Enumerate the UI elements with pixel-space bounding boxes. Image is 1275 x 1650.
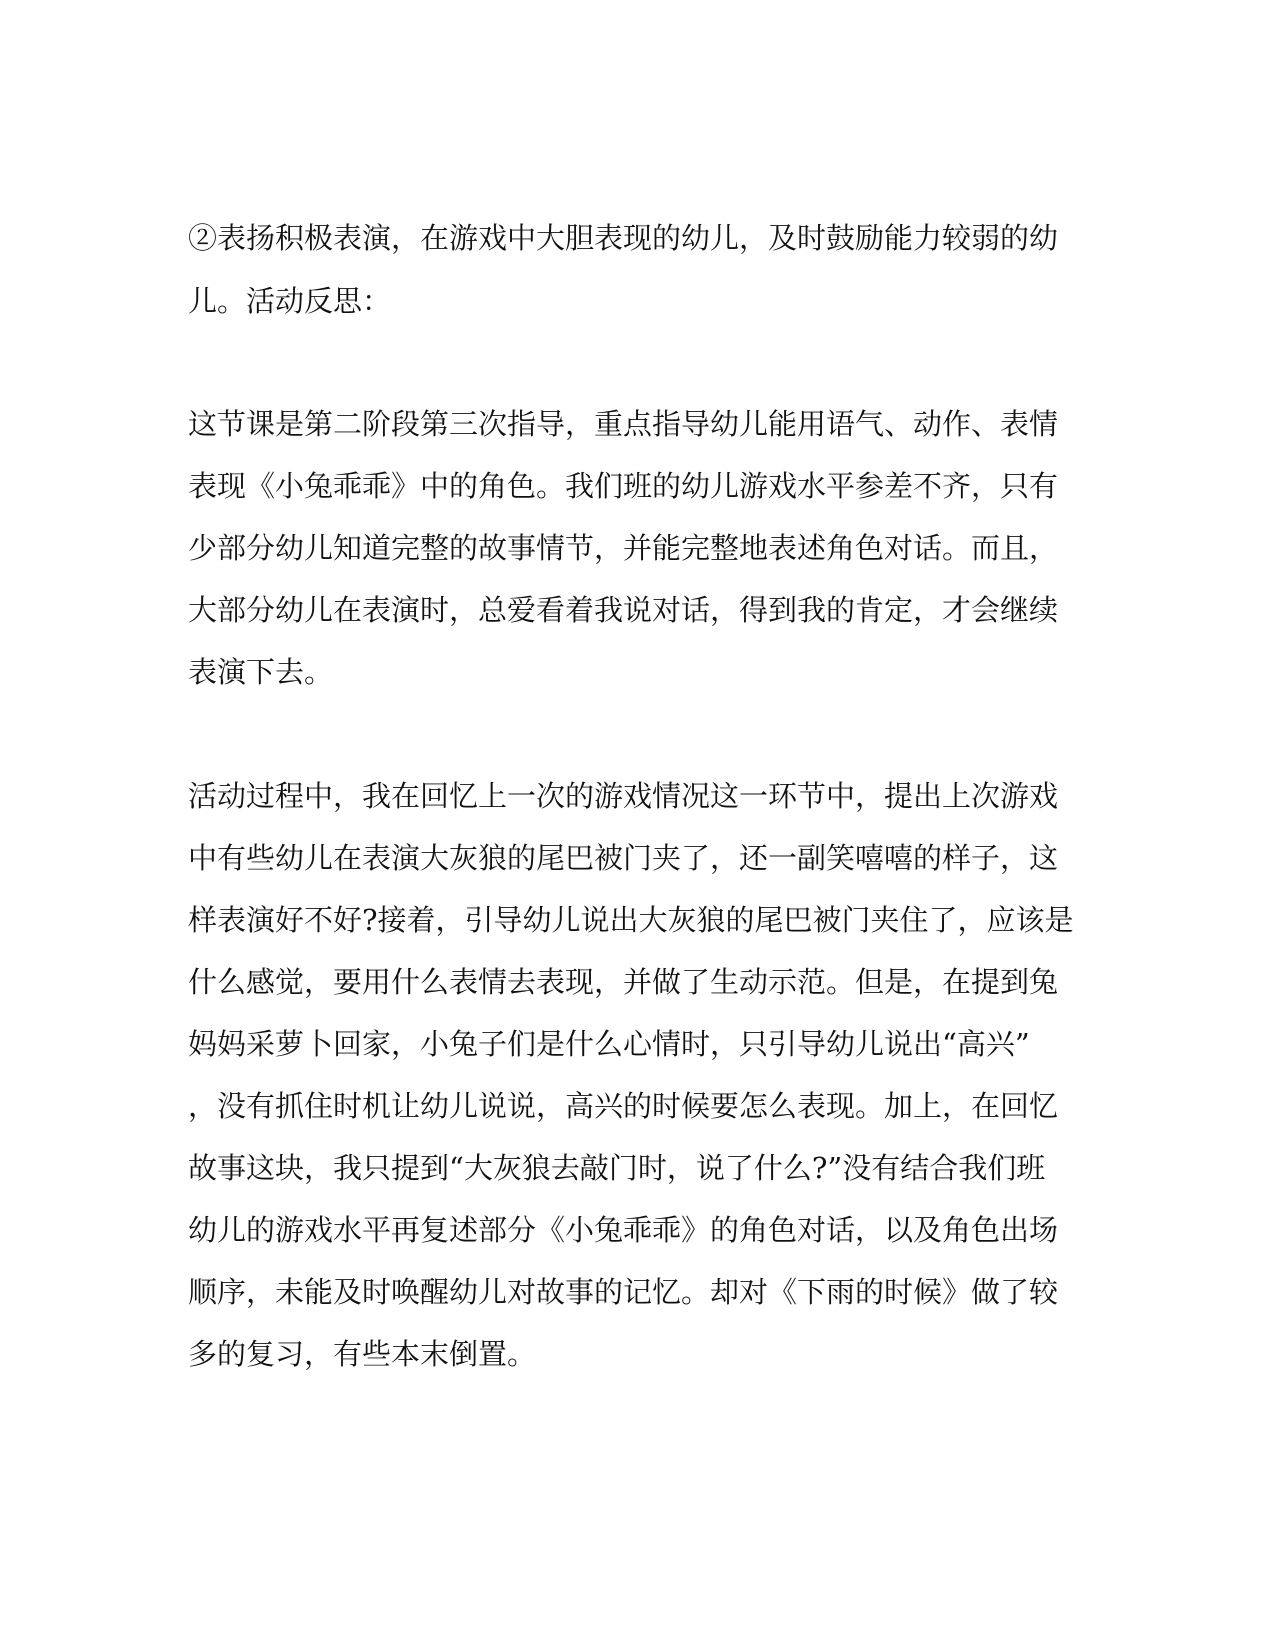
text-line: 儿。活动反思： xyxy=(188,284,392,318)
text-line: 顺序，未能及时唤醒幼儿对故事的记忆。却对《下雨的时候》做了较 xyxy=(188,1275,1059,1309)
text-line: 幼儿的游戏水平再复述部分《小兔乖乖》的角色对话，以及角色出场 xyxy=(188,1213,1059,1247)
text-line: 故事这块，我只提到“大灰狼去敲门时，说了什么?”没有结合我们班 xyxy=(188,1151,1046,1185)
text-line: 样表演好不好?接着，引导幼儿说出大灰狼的尾巴被门夹住了，应该是 xyxy=(188,903,1074,937)
text-line: 大部分幼儿在表演时，总爱看着我说对话，得到我的肯定，才会继续 xyxy=(188,593,1059,627)
text-line: 少部分幼儿知道完整的故事情节，并能完整地表述角色对话。而且， xyxy=(188,531,1059,565)
text-line: ②表扬积极表演，在游戏中大胆表现的幼儿，及时鼓励能力较弱的幼 xyxy=(188,221,1059,255)
text-line: 多的复习，有些本末倒置。 xyxy=(188,1337,537,1371)
text-line: 妈妈采萝卜回家，小兔子们是什么心情时，只引导幼儿说出“高兴” xyxy=(188,1027,1030,1061)
text-line: 什么感觉，要用什么表情去表现，并做了生动示范。但是，在提到兔 xyxy=(188,965,1059,999)
text-line: 表演下去。 xyxy=(188,655,334,689)
text-line: 中有些幼儿在表演大灰狼的尾巴被门夹了，还一副笑嘻嘻的样子，这 xyxy=(188,841,1059,875)
text-line: 表现《小兔乖乖》中的角色。我们班的幼儿游戏水平参差不齐，只有 xyxy=(188,469,1059,503)
text-line: 这节课是第二阶段第三次指导，重点指导幼儿能用语气、动作、表情 xyxy=(188,407,1059,441)
text-line: ，没有抓住时机让幼儿说说，高兴的时候要怎么表现。加上，在回忆 xyxy=(188,1089,1059,1123)
text-line: 活动过程中，我在回忆上一次的游戏情况这一环节中，提出上次游戏 xyxy=(188,779,1059,813)
